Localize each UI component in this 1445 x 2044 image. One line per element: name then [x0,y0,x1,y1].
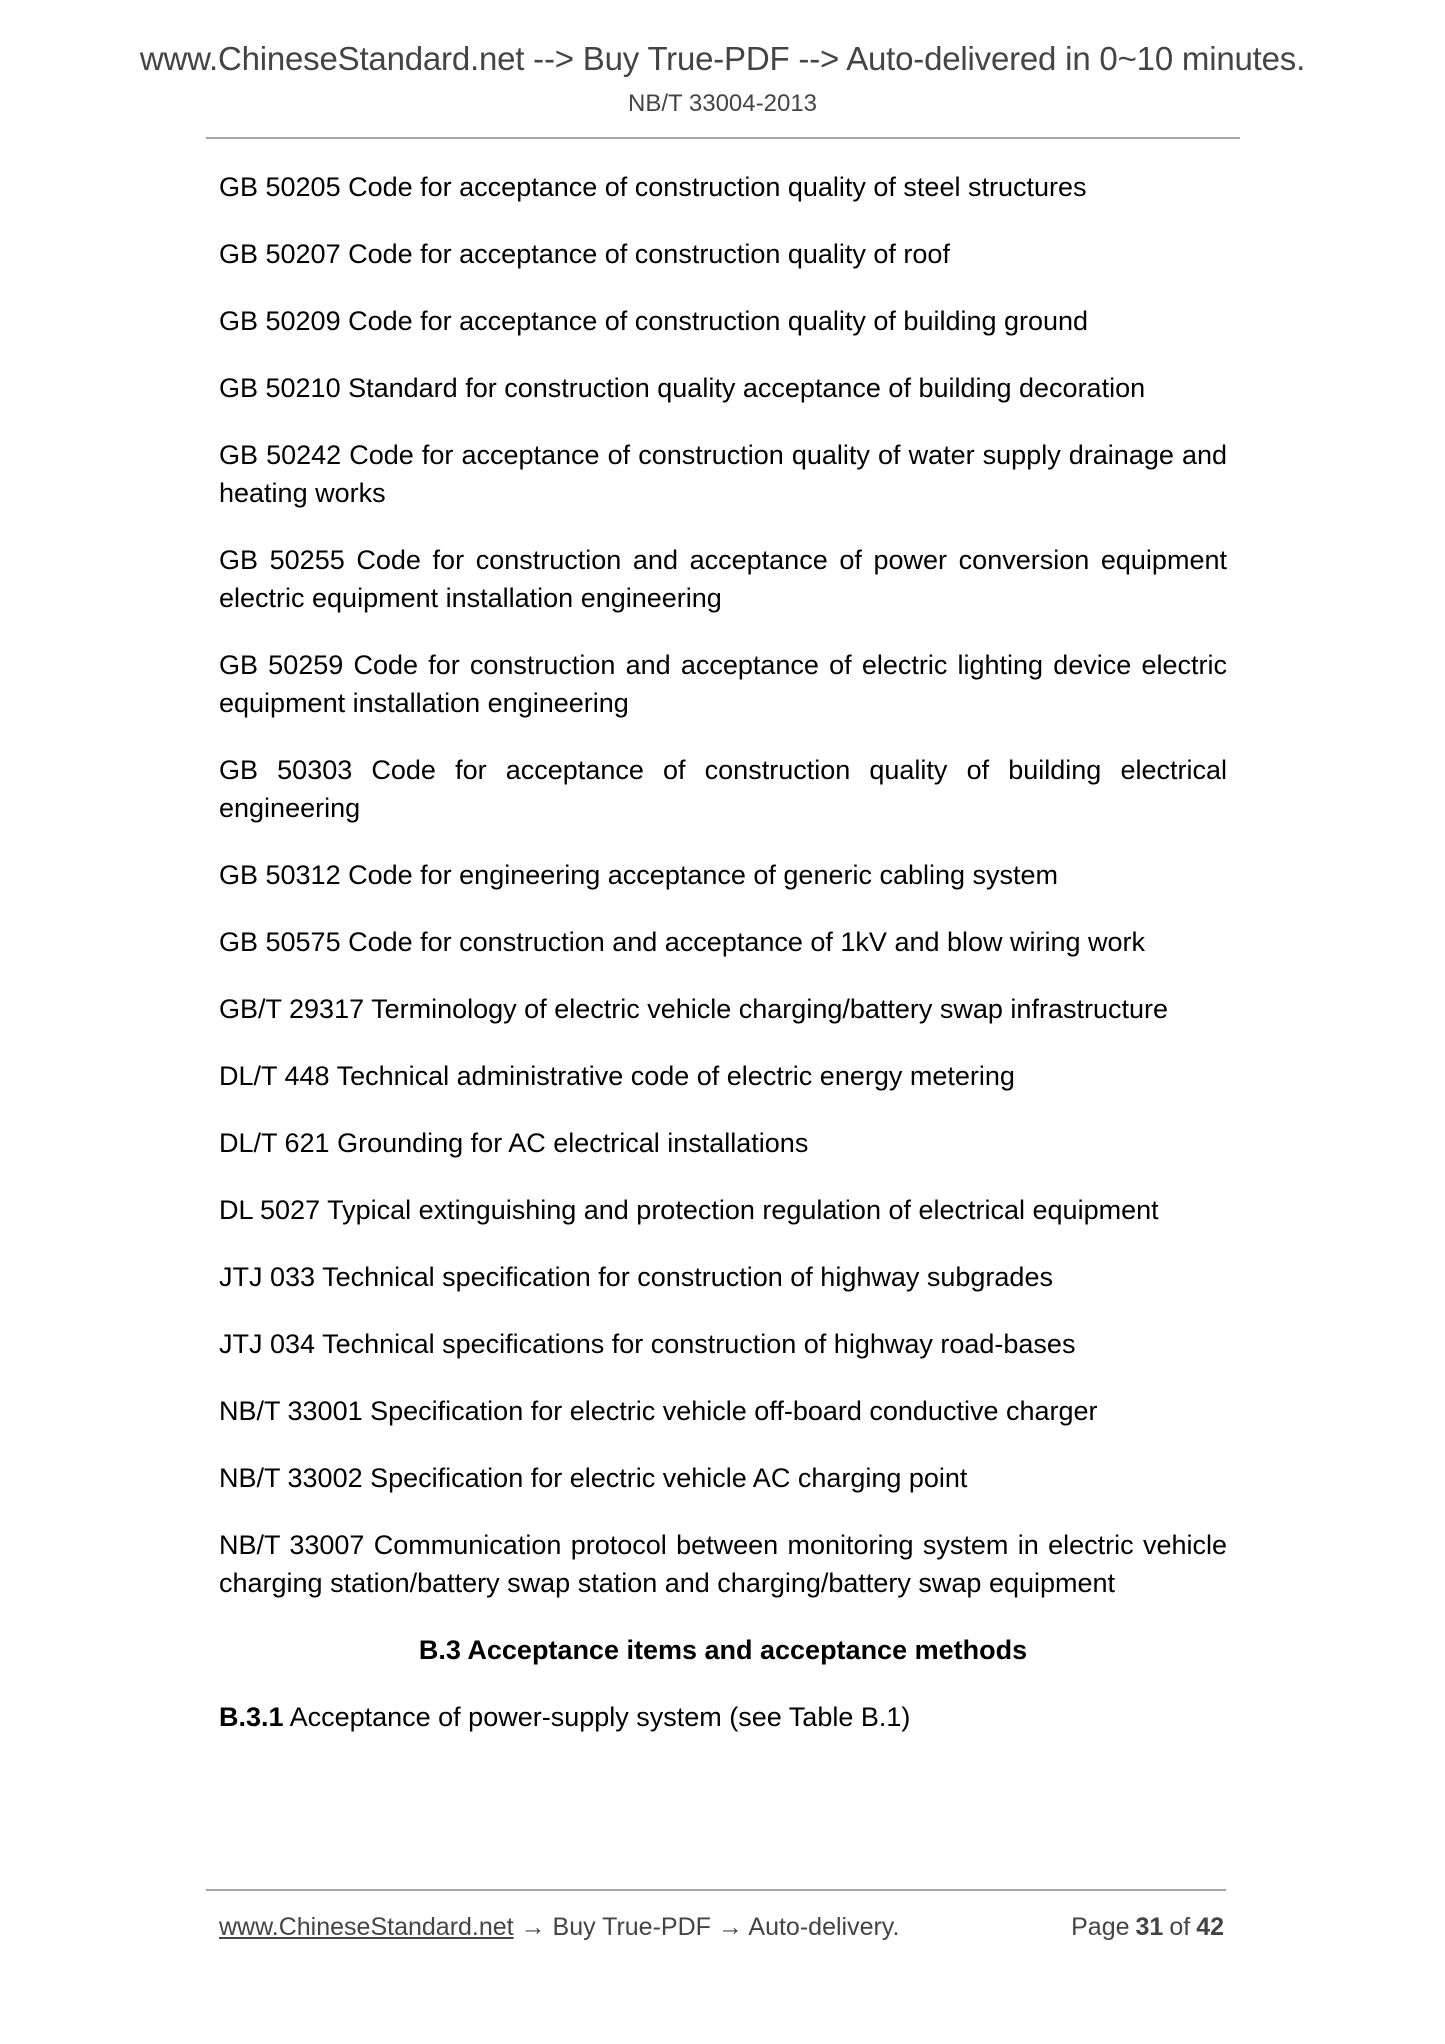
reference-title: Code for construction and acceptance of electric lighting device electric equipment installation engineering [219,650,1227,718]
reference-code: JTJ 033 [219,1262,316,1292]
reference-code: GB 50303 [219,755,353,785]
reference-code: GB/T 29317 [219,994,365,1024]
reference-item [219,302,1227,340]
section-heading: B.3 Acceptance items and acceptance methods [418,1635,1028,1665]
reference-title: Specification for electric vehicle AC charging point [370,1463,968,1493]
reference-item [219,1459,1227,1497]
reference-item [219,1191,1227,1229]
reference-code: GB 50209 [219,306,341,336]
reference-code: JTJ 034 [219,1329,316,1359]
clause [219,1698,1227,1736]
reference-item [219,1526,1227,1602]
reference-item [219,1124,1227,1162]
page-indicator [1065,1913,1224,1942]
page-label: Page [1071,1913,1130,1941]
reference-item [219,168,1227,206]
footer-promo [219,1913,899,1942]
reference-title: Code for acceptance of construction quality of roof [348,239,950,269]
website-link[interactable]: www.ChineseStandard.net [219,1913,514,1941]
reference-item [219,1392,1227,1430]
reference-code: DL 5027 [219,1195,321,1225]
footer-trail: → Buy True-PDF → Auto-delivery. [520,1913,900,1941]
reference-code: NB/T 33001 [219,1396,363,1426]
reference-title: Technical specification for construction of highway subgrades [322,1262,1053,1292]
clause-text: Acceptance of power-supply system (see Table B.1) [289,1702,911,1732]
page-of: of [1169,1913,1191,1941]
reference-title: Typical extinguishing and protection regulation of electrical equipment [327,1195,1159,1225]
reference-code: GB 50312 [219,860,341,890]
reference-title: Code for construction and acceptance of 1kV and blow wiring work [348,927,1146,957]
reference-item [219,856,1227,894]
standard-number: NB/T 33004-2013 [627,90,818,117]
reference-item [219,751,1227,827]
reference-code: GB 50255 [219,545,345,575]
page-footer [219,1913,1224,1942]
reference-title: Technical administrative code of electric energy metering [336,1061,1015,1091]
reference-title: Code for construction and acceptance of power conversion equipment electric equipment installation engineering [219,545,1227,613]
page-current: 31 [1135,1913,1164,1941]
reference-item [219,923,1227,961]
reference-item [219,646,1227,722]
reference-item [219,235,1227,273]
reference-code: GB 50242 [219,440,342,470]
reference-title: Technical specifications for construction of highway road-bases [322,1329,1076,1359]
reference-title: Standard for construction quality acceptance of building decoration [348,373,1146,403]
reference-code: NB/T 33002 [219,1463,363,1493]
reference-title: Code for acceptance of construction quality of steel structures [348,172,1087,202]
reference-title: Code for acceptance of construction quality of water supply drainage and heating works [219,440,1227,508]
page-total: 42 [1196,1913,1224,1941]
header-divider [206,137,1240,139]
reference-title: Terminology of electric vehicle charging/battery swap infrastructure [371,994,1168,1024]
reference-item [219,436,1227,512]
reference-code: GB 50575 [219,927,341,957]
clause-number: B.3.1 [219,1702,284,1732]
reference-code: GB 50210 [219,373,341,403]
reference-title: Code for acceptance of construction quality of building ground [348,306,1089,336]
reference-title: Code for acceptance of construction quality of building electrical engineering [219,755,1228,823]
reference-code: DL/T 621 [219,1128,330,1158]
reference-item [219,1325,1227,1363]
reference-code: NB/T 33007 [219,1530,365,1560]
reference-code: GB 50207 [219,239,341,269]
reference-title: Communication protocol between monitoring system in electric vehicle charging station/battery swap station and charging/battery swap equipment [219,1530,1227,1598]
header-banner: www.ChineseStandard.net --> Buy True-PDF --> Auto-delivered in 0~10 minutes. [139,40,1306,77]
reference-code: GB 50205 [219,172,341,202]
reference-item [219,1057,1227,1095]
reference-title: Code for engineering acceptance of generic cabling system [348,860,1059,890]
reference-code: GB 50259 [219,650,344,680]
document-body [219,168,1227,1736]
reference-title: Grounding for AC electrical installations [337,1128,809,1158]
reference-item [219,1258,1227,1296]
reference-title: Specification for electric vehicle off-board conductive charger [370,1396,1098,1426]
reference-item [219,369,1227,407]
footer-divider [206,1889,1226,1891]
reference-item [219,541,1227,617]
reference-item [219,990,1227,1028]
reference-code: DL/T 448 [219,1061,330,1091]
